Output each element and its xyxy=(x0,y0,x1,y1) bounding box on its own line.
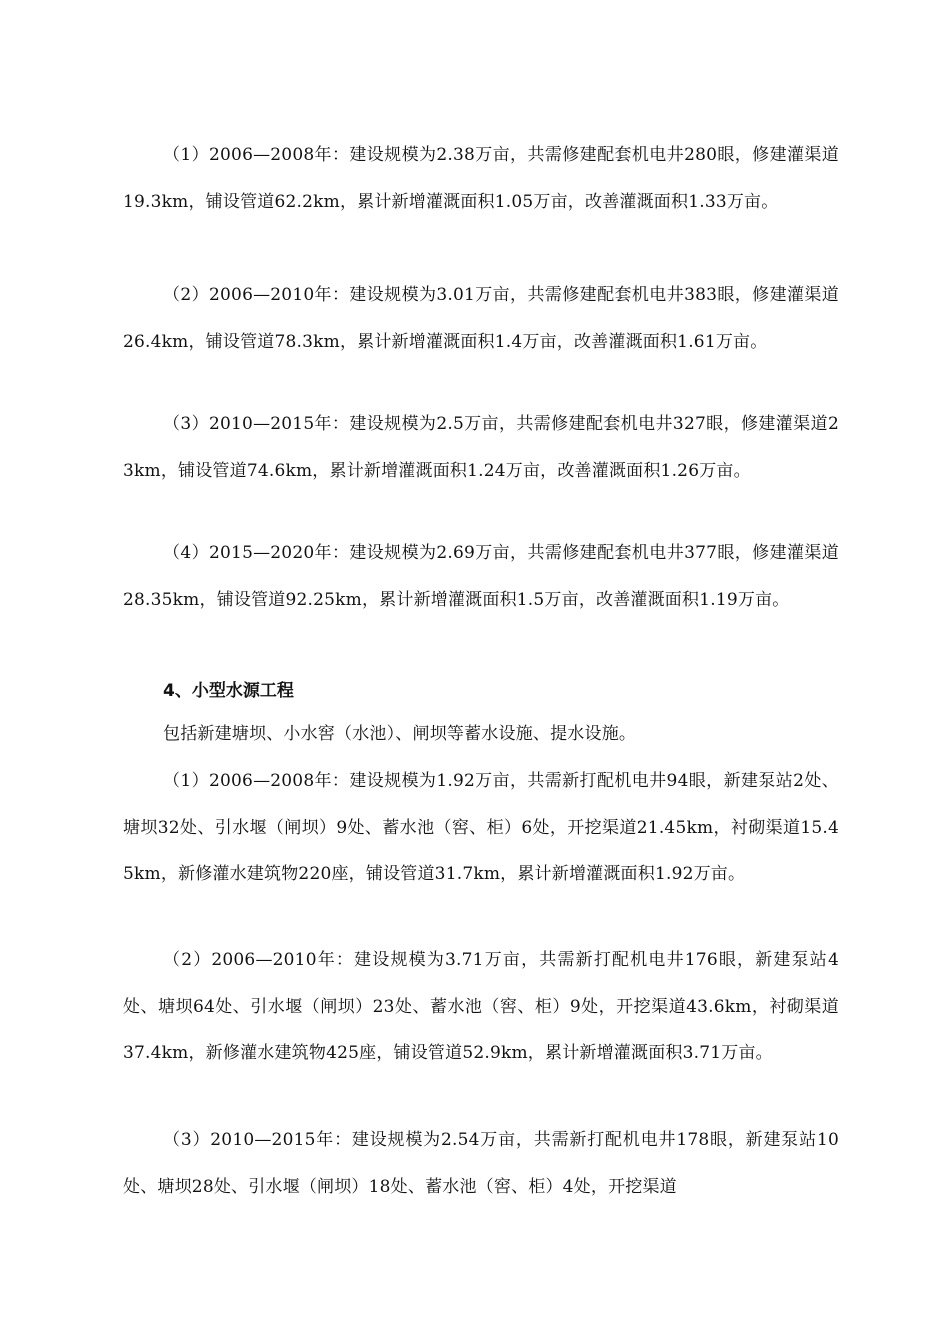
paragraph-2006-2010-water-source: （2）2006—2010年：建设规模为3.71万亩，共需新打配机电井176眼，新建泵站4处、塘坝64处、引水堰（闸坝）23处、蓄水池（窖、柜）9处，开挖渠道43.6km，衬砌渠道37.4km，新修灌水建筑物425座，铺设管道52.9km，累计新增灌溉面积3.71万亩。 xyxy=(123,950,839,1063)
paragraph-2006-2008-water-source: （1）2006—2008年：建设规模为1.92万亩，共需新打配机电井94眼，新建泵站2处、塘坝32处、引水堰（闸坝）9处、蓄水池（窖、柜）6处，开挖渠道21.45km，衬砌渠道15.45km，新修灌水建筑物220座，铺设管道31.7km，累计新增灌溉面积1.92万亩。 xyxy=(123,771,839,884)
paragraph-2010-2015-water-source: （3）2010—2015年：建设规模为2.54万亩，共需新打配机电井178眼，新建泵站10处、塘坝28处、引水堰（闸坝）18处、蓄水池（窖、柜）4处，开挖渠道 xyxy=(123,1130,839,1197)
paragraph-2006-2010-irrigation: （2）2006—2010年：建设规模为3.01万亩，共需修建配套机电井383眼，修建灌渠道26.4km，铺设管道78.3km，累计新增灌溉面积1.4万亩，改善灌溉面积1.61万亩。 xyxy=(123,285,839,352)
paragraph-2006-2008-irrigation: （1）2006—2008年：建设规模为2.38万亩，共需修建配套机电井280眼，修建灌渠道19.3km，铺设管道62.2km，累计新增灌溉面积1.05万亩，改善灌溉面积1.33万亩。 xyxy=(123,145,839,212)
section-heading-small-water-source: 4、小型水源工程 xyxy=(163,681,294,701)
section-intro: 包括新建塘坝、小水窖（水池）、闸坝等蓄水设施、提水设施。 xyxy=(163,724,637,744)
paragraph-2010-2015-irrigation: （3）2010—2015年：建设规模为2.5万亩，共需修建配套机电井327眼，修建灌渠道23km，铺设管道74.6km，累计新增灌溉面积1.24万亩，改善灌溉面积1.26万亩。 xyxy=(123,414,839,481)
paragraph-2015-2020-irrigation: （4）2015—2020年：建设规模为2.69万亩，共需修建配套机电井377眼，修建灌渠道28.35km，铺设管道92.25km，累计新增灌溉面积1.5万亩，改善灌溉面积1.19万亩。 xyxy=(123,543,839,610)
